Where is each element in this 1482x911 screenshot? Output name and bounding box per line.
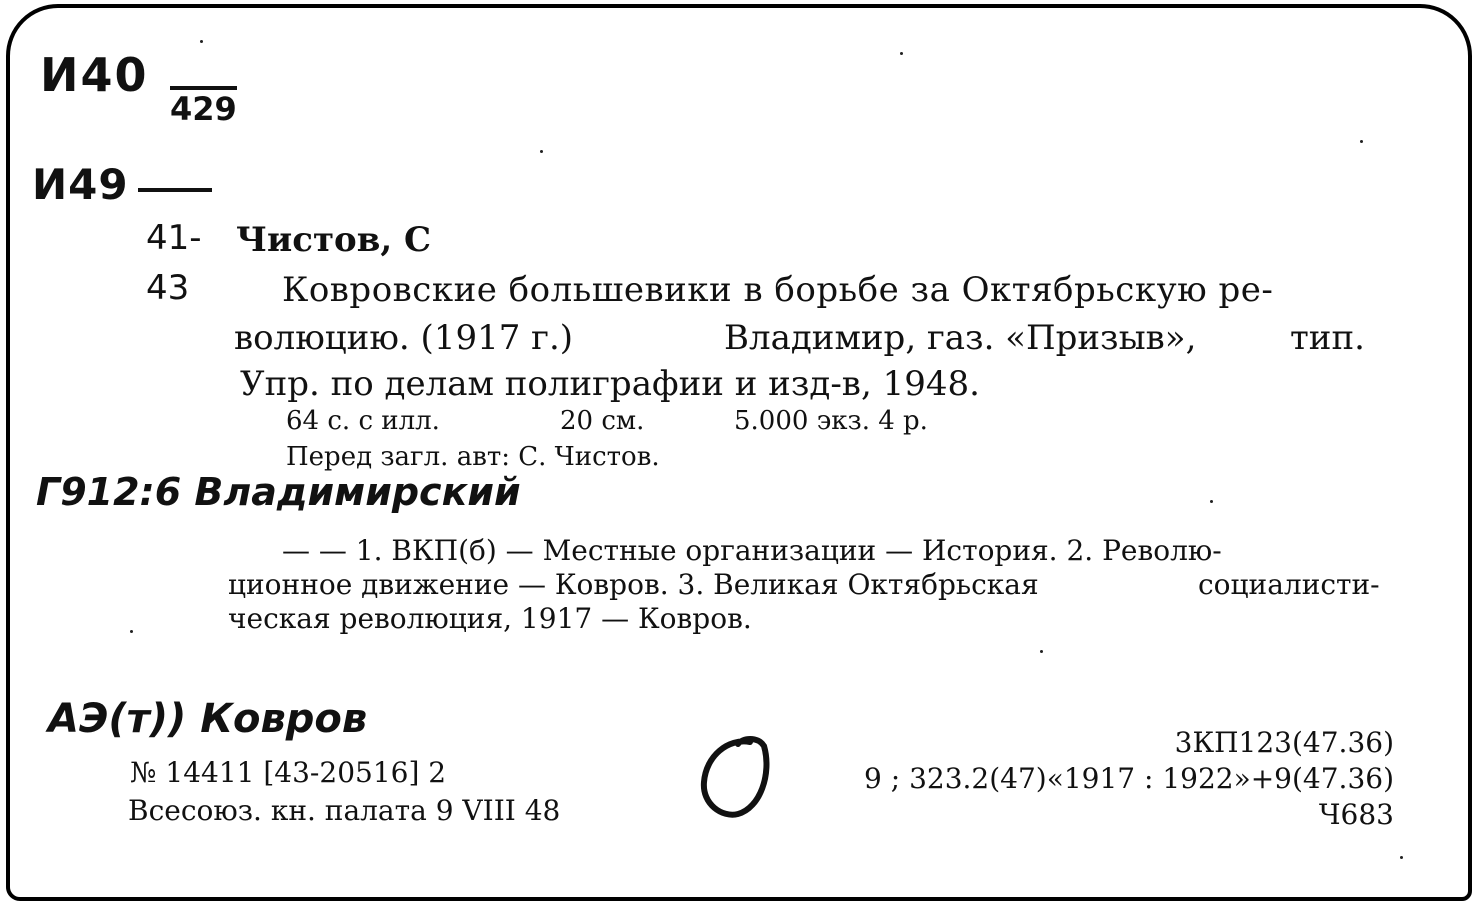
location-handwritten: АЭ(т)) Ковров [48, 696, 368, 742]
years-mark-a: 41- [146, 218, 202, 258]
speck [130, 630, 133, 633]
title-line-2b: Владимир, газ. «Призыв», [724, 318, 1197, 358]
tracing-line-1: — — 1. ВКП(б) — Местные организации — История. 2. Револю- [282, 534, 1222, 567]
registration-number: № 14411 [43-20516] 2 [130, 756, 447, 789]
print-run-price: 5.000 экз. 4 р. [734, 406, 928, 436]
tracing-line-2a: ционное движение — Ковров. 3. Великая Октябрьская [228, 568, 1039, 601]
title-line-3: Упр. по делам полиграфии и изд-в, 1948. [240, 364, 980, 404]
speck [1210, 500, 1213, 503]
classification-1: 3КП123(47.36) [1174, 726, 1394, 759]
speck [540, 150, 543, 153]
shelf-mark-1: И40 [40, 48, 149, 102]
classification-3: Ч683 [1318, 798, 1394, 831]
book-chamber-date: Всесоюз. кн. палата 9 VIII 48 [128, 794, 561, 827]
author-note: Перед загл. авт: С. Чистов. [286, 442, 660, 472]
years-mark-b: 43 [146, 268, 190, 308]
title-line-1: Ковровские большевики в борьбе за Октябрьскую ре- [282, 270, 1274, 310]
speck [1400, 856, 1403, 859]
speck [1040, 650, 1043, 653]
title-line-2a: волюцию. (1917 г.) [234, 318, 574, 358]
subject-code-handwritten: Г912:6 Владимирский [36, 470, 521, 514]
title-line-2c: тип. [1290, 318, 1365, 358]
shelf-mark-2-rule [138, 188, 212, 192]
shelf-mark-2: И49 [32, 160, 129, 209]
hole-circle-mark [698, 734, 780, 822]
physical-size: 20 см. [560, 406, 645, 436]
shelf-mark-1-sub: 429 [170, 86, 237, 128]
physical-pages: 64 с. с илл. [286, 406, 440, 436]
tracing-line-3: ческая революция, 1917 — Ковров. [228, 602, 752, 635]
speck [1360, 140, 1363, 143]
author-heading: Чистов, С [236, 220, 432, 260]
speck [200, 40, 203, 43]
speck [900, 52, 903, 55]
tracing-line-2b: социалисти- [1198, 568, 1380, 601]
classification-2: 9 ; 323.2(47)«1917 : 1922»+9(47.36) [864, 762, 1394, 795]
